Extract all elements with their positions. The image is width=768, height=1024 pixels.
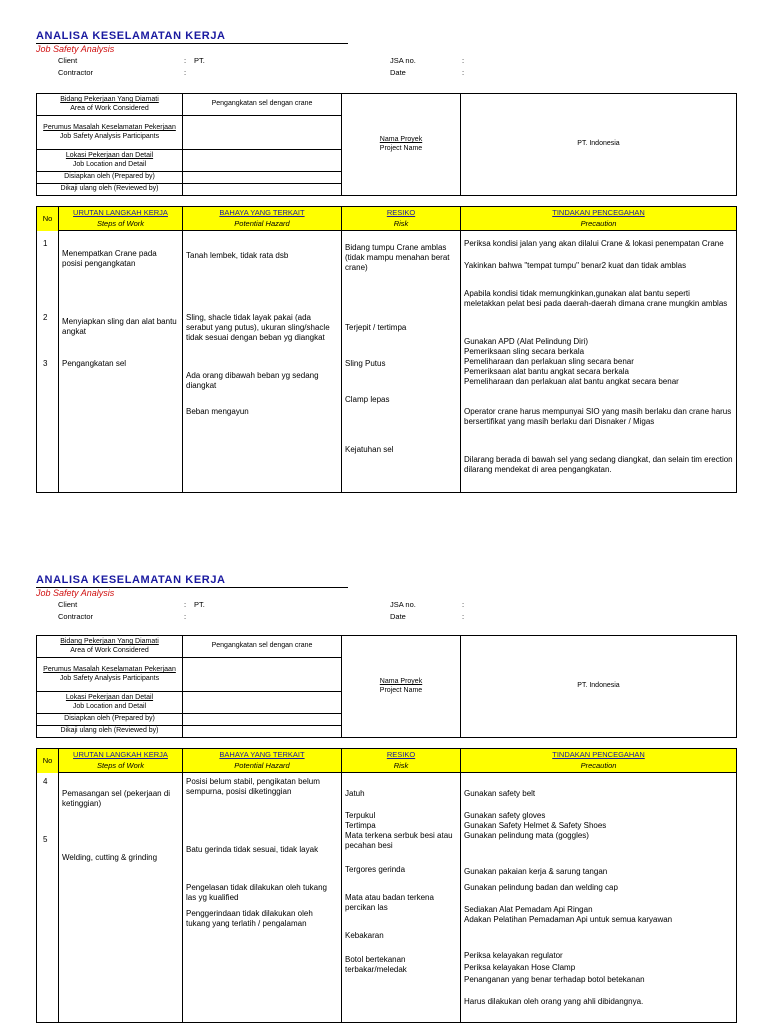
form-title: ANALISA KESELAMATAN KERJA bbox=[36, 574, 348, 588]
team-label: Perumus Masalah Keselamatan Pekerjaan Job Safety Analysis Participants bbox=[37, 116, 183, 150]
form-subtitle: Job Safety Analysis bbox=[36, 588, 115, 598]
risk-text: Mata atau badan terkena percikan las bbox=[345, 893, 434, 912]
precaution-text: Pemeliharaan dan perlakuan sling secara benar bbox=[464, 357, 634, 366]
precaution-text: Pemeriksaan sling secara berkala bbox=[464, 347, 585, 356]
hazard-text: Sling, shacle tidak layak pakai (ada serabut yang putus), ukuran sling/shacle tidak sesuai dengan beban yg diangkat bbox=[186, 313, 330, 342]
step-no: 3 bbox=[43, 358, 48, 368]
step-no: 4 bbox=[43, 776, 48, 786]
date-colon: : bbox=[462, 612, 465, 621]
precaution-text: Gunakan Safety Helmet & Safety Shoes bbox=[464, 821, 607, 830]
precaution-text: Adakan Pelatihan Pemadaman Api untuk semua karyawan bbox=[464, 915, 673, 924]
risk-text: Tertimpa bbox=[345, 821, 376, 830]
col-risk-sub: Risk bbox=[342, 219, 461, 231]
col-precaution-header: TINDAKAN PENCEGAHAN bbox=[461, 207, 737, 219]
jsa-no-colon: : bbox=[462, 56, 465, 65]
step-no: 2 bbox=[43, 312, 48, 322]
risk-text: Clamp lepas bbox=[345, 395, 390, 404]
jsa-no-colon: : bbox=[462, 600, 465, 609]
risks-cell bbox=[342, 773, 461, 1023]
reviewed-by-value bbox=[183, 184, 342, 196]
step-text: Pengangkatan sel bbox=[62, 359, 127, 368]
steps-table bbox=[36, 748, 737, 1023]
contractor-label: Contractor bbox=[58, 68, 94, 77]
col-risk-header: RESIKO bbox=[342, 749, 461, 761]
team-value bbox=[183, 658, 342, 692]
contractor-label: Contractor bbox=[58, 612, 94, 621]
col-hazard-header: BAHAYA YANG TERKAIT bbox=[183, 749, 342, 761]
project-label: Nama Proyek Project Name bbox=[342, 636, 461, 738]
jsa-no-label: JSA no. bbox=[390, 56, 416, 65]
hazard-text: Posisi belum stabil, pengikatan belum sempurna, posisi diketinggian bbox=[186, 777, 320, 796]
date-label: Date bbox=[390, 68, 406, 77]
col-precaution-sub: Precaution bbox=[461, 761, 737, 773]
area-value: Pengangkatan sel dengan crane bbox=[183, 94, 342, 116]
risk-text: Terpukul bbox=[345, 811, 376, 820]
col-hazard-sub: Potential Hazard bbox=[183, 761, 342, 773]
precaution-text: Penanganan yang benar terhadap botol betekanan bbox=[464, 975, 645, 984]
hazards-cell bbox=[183, 773, 342, 1023]
step-text: Welding, cutting & grinding bbox=[62, 853, 158, 862]
client-colon: : bbox=[184, 56, 187, 65]
step-text: Menempatkan Crane pada posisi pengangkatan bbox=[62, 249, 157, 268]
area-label: Bidang Pekerjaan Yang Diamati Area of Work Considered bbox=[37, 94, 183, 116]
no-cell bbox=[37, 773, 59, 1023]
contractor-colon: : bbox=[184, 68, 187, 77]
risk-text: Terjepit / tertimpa bbox=[345, 323, 407, 332]
precaution-text: Periksa kelayakan regulator bbox=[464, 951, 563, 960]
precaution-text: Gunakan pelindung badan dan welding cap bbox=[464, 883, 618, 892]
contractor-colon: : bbox=[184, 612, 187, 621]
col-step-header: URUTAN LANGKAH KERJA bbox=[59, 749, 183, 761]
hazards-cell bbox=[183, 231, 342, 493]
precaution-text: Dilarang berada di bawah sel yang sedang diangkat, dan selain tim erection dilarang mendekat di area pengangkatan. bbox=[464, 455, 733, 474]
form-meta bbox=[36, 599, 736, 623]
col-no-header: No bbox=[37, 749, 59, 773]
reviewed-by-label: Dikaji ulang oleh (Reviewed by) bbox=[37, 184, 183, 196]
location-label: Lokasi Pekerjaan dan Detail Job Location and Detail bbox=[37, 692, 183, 714]
risk-text: Tergores gerinda bbox=[345, 865, 406, 874]
client-label: Client bbox=[58, 600, 78, 609]
client-colon: : bbox=[184, 600, 187, 609]
col-hazard-header: BAHAYA YANG TERKAIT bbox=[183, 207, 342, 219]
precaution-text: Gunakan pakaian kerja & sarung tangan bbox=[464, 867, 608, 876]
risk-text: Kejatuhan sel bbox=[345, 445, 394, 454]
steps-cell bbox=[59, 231, 183, 493]
info-table bbox=[36, 93, 737, 196]
form-subtitle: Job Safety Analysis bbox=[36, 44, 115, 54]
client-value: PT. bbox=[194, 56, 205, 65]
precaution-text: Pemeriksaan alat bantu angkat secara berkala bbox=[464, 367, 629, 376]
steps-cell bbox=[59, 773, 183, 1023]
col-precaution-header: TINDAKAN PENCEGAHAN bbox=[461, 749, 737, 761]
risk-text: Botol bertekanan terbakar/meledak bbox=[345, 955, 407, 974]
location-value bbox=[183, 150, 342, 172]
form-meta bbox=[36, 55, 736, 79]
area-value: Pengangkatan sel dengan crane bbox=[183, 636, 342, 658]
jsa-no-label: JSA no. bbox=[390, 600, 416, 609]
precaution-text: Gunakan APD (Alat Pelindung Diri) bbox=[464, 337, 589, 346]
precautions-cell bbox=[461, 231, 737, 493]
hazard-text: Tanah lembek, tidak rata dsb bbox=[186, 251, 289, 260]
step-text: Pemasangan sel (pekerjaan di ketinggian) bbox=[62, 789, 171, 808]
steps-table bbox=[36, 206, 737, 493]
date-label: Date bbox=[390, 612, 406, 621]
prepared-by-value bbox=[183, 172, 342, 184]
jsa-section-2 bbox=[36, 574, 736, 1006]
risk-text: Kebakaran bbox=[345, 931, 384, 940]
risk-text: Sling Putus bbox=[345, 359, 386, 368]
precaution-text: Gunakan safety gloves bbox=[464, 811, 546, 820]
location-label: Lokasi Pekerjaan dan Detail Job Location and Detail bbox=[37, 150, 183, 172]
precaution-text: Sediakan Alat Pemadam Api Ringan bbox=[464, 905, 593, 914]
col-hazard-sub: Potential Hazard bbox=[183, 219, 342, 231]
company-name: PT. Indonesia bbox=[461, 94, 737, 196]
risk-text: Jatuh bbox=[345, 789, 365, 798]
location-value bbox=[183, 692, 342, 714]
col-step-sub: Steps of Work bbox=[59, 761, 183, 773]
precaution-text: Apabila kondisi tidak memungkinkan,gunakan alat bantu seperti meletakkan pelat besi pada daerah-daerah dimana crane mungkin amblas bbox=[464, 289, 728, 308]
project-label: Nama Proyek Project Name bbox=[342, 94, 461, 196]
col-risk-sub: Risk bbox=[342, 761, 461, 773]
precaution-text: Gunakan safety belt bbox=[464, 789, 536, 798]
reviewed-by-value bbox=[183, 726, 342, 738]
col-no-header: No bbox=[37, 207, 59, 231]
col-step-header: URUTAN LANGKAH KERJA bbox=[59, 207, 183, 219]
precautions-cell bbox=[461, 773, 737, 1023]
step-no: 5 bbox=[43, 834, 48, 844]
precaution-text: Periksa kondisi jalan yang akan dilalui Crane & lokasi penempatan Crane bbox=[464, 239, 724, 248]
precaution-text: Harus dilakukan oleh orang yang ahli dibidangnya. bbox=[464, 997, 644, 1006]
precaution-text: Operator crane harus mempunyai SIO yang masih berlaku dan crane harus bersertifikat yang masih berlaku dari Disnaker / Migas bbox=[464, 407, 732, 426]
client-label: Client bbox=[58, 56, 78, 65]
risk-text: Bidang tumpu Crane amblas (tidak mampu menahan berat crane) bbox=[345, 243, 450, 272]
client-value: PT. bbox=[194, 600, 205, 609]
info-table bbox=[36, 635, 737, 738]
prepared-by-label: Disiapkan oleh (Prepared by) bbox=[37, 714, 183, 726]
hazard-text: Pengelasan tidak dilakukan oleh tukang las yg kualified bbox=[186, 883, 327, 902]
company-name: PT. Indonesia bbox=[461, 636, 737, 738]
col-precaution-sub: Precaution bbox=[461, 219, 737, 231]
col-step-sub: Steps of Work bbox=[59, 219, 183, 231]
risks-cell bbox=[342, 231, 461, 493]
jsa-section-1 bbox=[36, 30, 736, 474]
hazard-text: Ada orang dibawah beban yg sedang diangkat bbox=[186, 371, 319, 390]
precaution-text: Periksa kelayakan Hose Clamp bbox=[464, 963, 576, 972]
precaution-text: Yakinkan bahwa "tempat tumpu" benar2 kuat dan tidak amblas bbox=[464, 261, 687, 270]
col-risk-header: RESIKO bbox=[342, 207, 461, 219]
prepared-by-value bbox=[183, 714, 342, 726]
form-title: ANALISA KESELAMATAN KERJA bbox=[36, 30, 348, 44]
risk-text: Mata terkena serbuk besi atau pecahan besi bbox=[345, 831, 453, 850]
team-value bbox=[183, 116, 342, 150]
precaution-text: Gunakan pelindung mata (goggles) bbox=[464, 831, 589, 840]
prepared-by-label: Disiapkan oleh (Prepared by) bbox=[37, 172, 183, 184]
precaution-text: Pemeliharaan dan perlakuan alat bantu angkat secara benar bbox=[464, 377, 679, 386]
hazard-text: Batu gerinda tidak sesuai, tidak layak bbox=[186, 845, 319, 854]
hazard-text: Penggerindaan tidak dilakukan oleh tukang yang terlatih / pengalaman bbox=[186, 909, 313, 928]
reviewed-by-label: Dikaji ulang oleh (Reviewed by) bbox=[37, 726, 183, 738]
step-text: Menyiapkan sling dan alat bantu angkat bbox=[62, 317, 177, 336]
area-label: Bidang Pekerjaan Yang Diamati Area of Work Considered bbox=[37, 636, 183, 658]
step-no: 1 bbox=[43, 238, 48, 248]
no-cell bbox=[37, 231, 59, 493]
date-colon: : bbox=[462, 68, 465, 77]
team-label: Perumus Masalah Keselamatan Pekerjaan Job Safety Analysis Participants bbox=[37, 658, 183, 692]
hazard-text: Beban mengayun bbox=[186, 407, 249, 416]
